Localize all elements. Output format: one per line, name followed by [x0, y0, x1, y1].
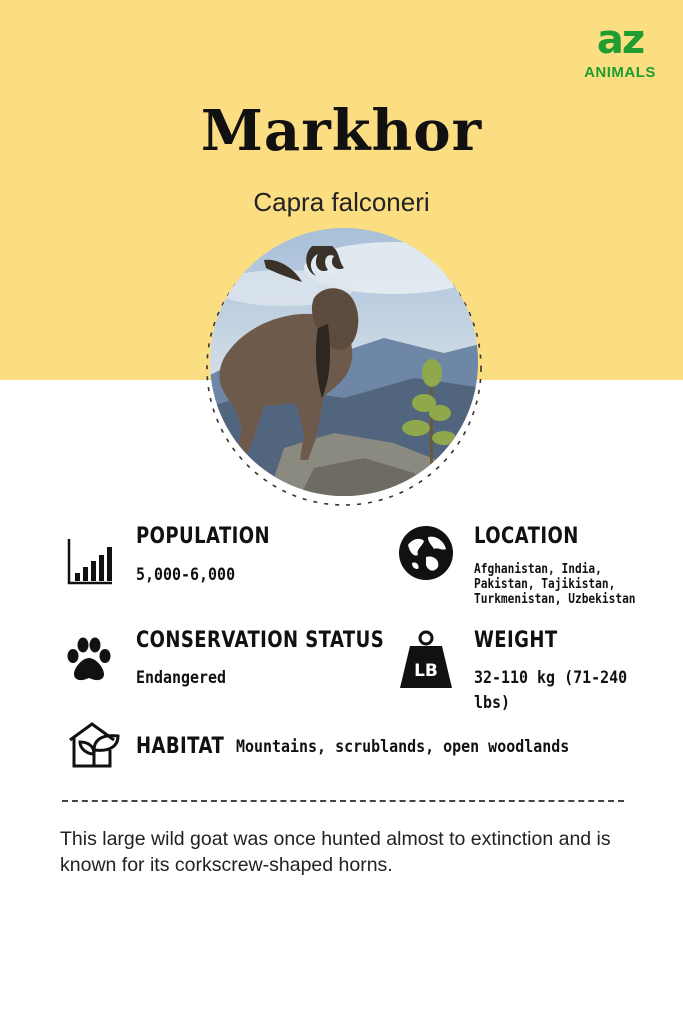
weight-icon-text: LB [414, 661, 438, 681]
page-title: Markhor [200, 98, 483, 164]
globe-icon [398, 525, 454, 581]
description: This large wild goat was once hunted almost to extinction and is known for its corkscrew-shaped horns. [60, 828, 611, 876]
paw-icon [64, 636, 114, 684]
population-label: POPULATION [136, 524, 271, 549]
conservation-status-value: Endangered [136, 668, 227, 688]
conservation-status-label: CONSERVATION STATUS [136, 628, 385, 653]
markhor-photo [204, 228, 484, 508]
dashed-divider [62, 800, 624, 802]
logo-az-text: az [596, 17, 644, 63]
population-value: 5,000-6,000 [136, 565, 236, 585]
house-plant-icon [66, 720, 122, 768]
weight-label: WEIGHT [474, 628, 558, 653]
location-label: LOCATION [474, 524, 579, 549]
az-animals-logo[interactable] [576, 18, 664, 88]
weight-value-line-2: lbs) [474, 693, 511, 713]
location-value-line-1: Afghanistan, India, [474, 562, 602, 577]
habitat-label: HABITAT [136, 734, 225, 759]
weight-lb-icon [398, 630, 454, 690]
bar-chart-icon [66, 537, 114, 585]
scientific-name: Capra falconeri [253, 187, 430, 217]
location-value-line-3: Turkmenistan, Uzbekistan [474, 592, 636, 607]
habitat-value: Mountains, scrublands, open woodlands [236, 737, 570, 757]
weight-value-line-1: 32-110 kg (71-240 [474, 668, 628, 688]
location-value-line-2: Pakistan, Tajikistan, [474, 577, 616, 592]
logo-animals-text: ANIMALS [584, 64, 656, 81]
